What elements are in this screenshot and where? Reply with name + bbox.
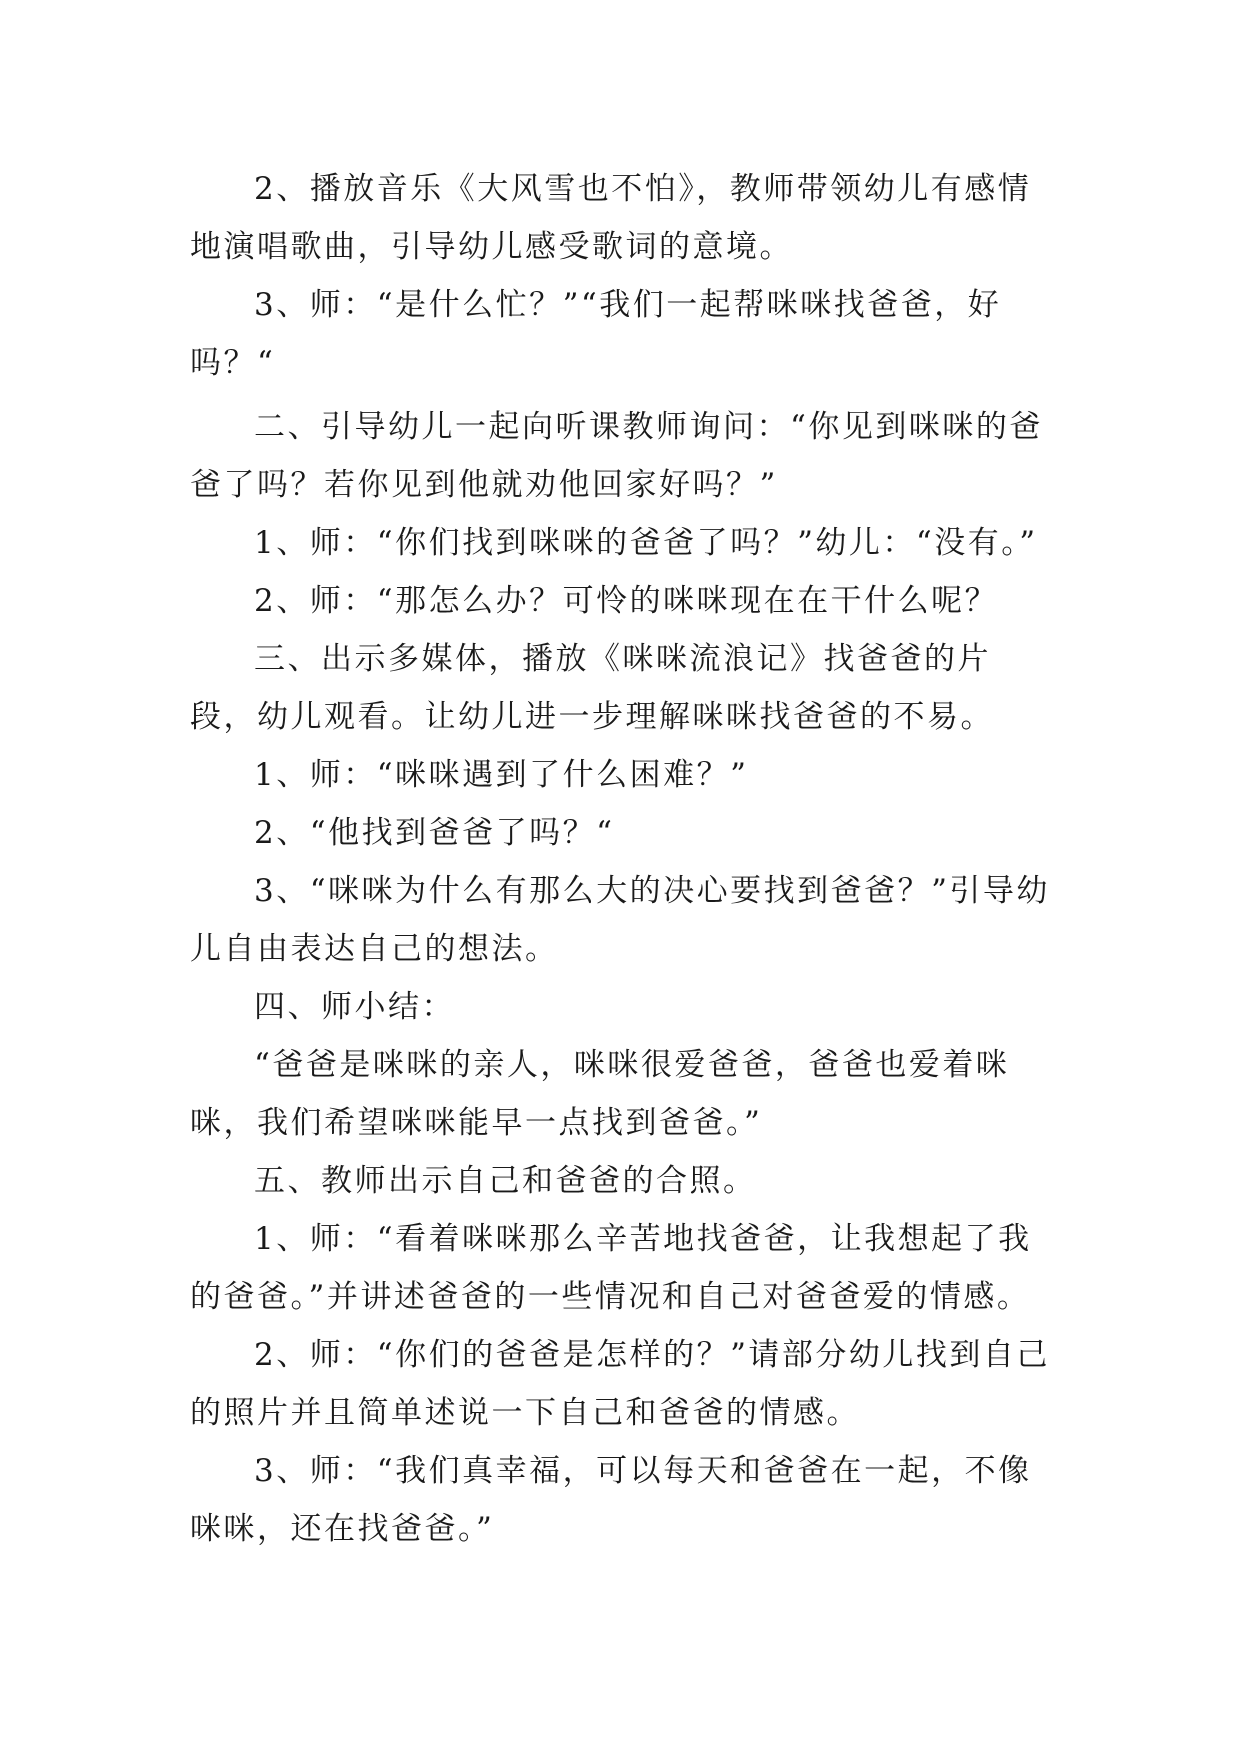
paragraph-11: “爸爸是咪咪的亲人，咪咪很爱爸爸，爸爸也爱着咪咪，我们希望咪咪能早一点找到爸爸。”	[190, 1047, 1010, 1141]
paragraph-14: 2、师：“你们的爸爸是怎样的？”请部分幼儿找到自己的照片并且简单述说一下自己和爸爸的情感。	[190, 1337, 1050, 1431]
paragraph-7: 1、师：“咪咪遇到了什么困难？”	[254, 757, 749, 793]
paragraph-2: 3、师：“是什么忙？”“我们一起帮咪咪找爸爸，好吗？“	[190, 287, 1002, 381]
paragraph-3: 二、引导幼儿一起向听课教师询问：“你见到咪咪的爸爸了吗？若你见到他就劝他回家好吗？”	[190, 409, 1043, 503]
paragraph-1: 2、播放音乐《大风雪也不怕》，教师带领幼儿有感情地演唱歌曲，引导幼儿感受歌词的意境。	[190, 171, 1032, 265]
document-page	[190, 160, 1050, 1558]
paragraph-15: 3、师：“我们真幸福，可以每天和爸爸在一起，不像咪咪，还在找爸爸。”	[190, 1453, 1032, 1547]
paragraph-6: 三、出示多媒体，播放《咪咪流浪记》找爸爸的片段，幼儿观看。让幼儿进一步理解咪咪找爸爸的不易。	[190, 641, 994, 735]
paragraph-8: 2、“他找到爸爸了吗？“	[254, 815, 615, 851]
paragraph-10: 四、师小结：	[254, 989, 455, 1025]
paragraph-12: 五、教师出示自己和爸爸的合照。	[254, 1163, 757, 1199]
paragraph-13: 1、师：“看着咪咪那么辛苦地找爸爸，让我想起了我的爸爸。”并讲述爸爸的一些情况和自己对爸爸爱的情感。	[190, 1221, 1032, 1315]
paragraph-4: 1、师：“你们找到咪咪的爸爸了吗？”幼儿：“没有。”	[254, 525, 1038, 561]
paragraph-9: 3、“咪咪为什么有那么大的决心要找到爸爸？”引导幼儿自由表达自己的想法。	[190, 873, 1050, 967]
paragraph-5: 2、师：“那怎么办？可怜的咪咪现在在干什么呢？	[254, 583, 999, 619]
